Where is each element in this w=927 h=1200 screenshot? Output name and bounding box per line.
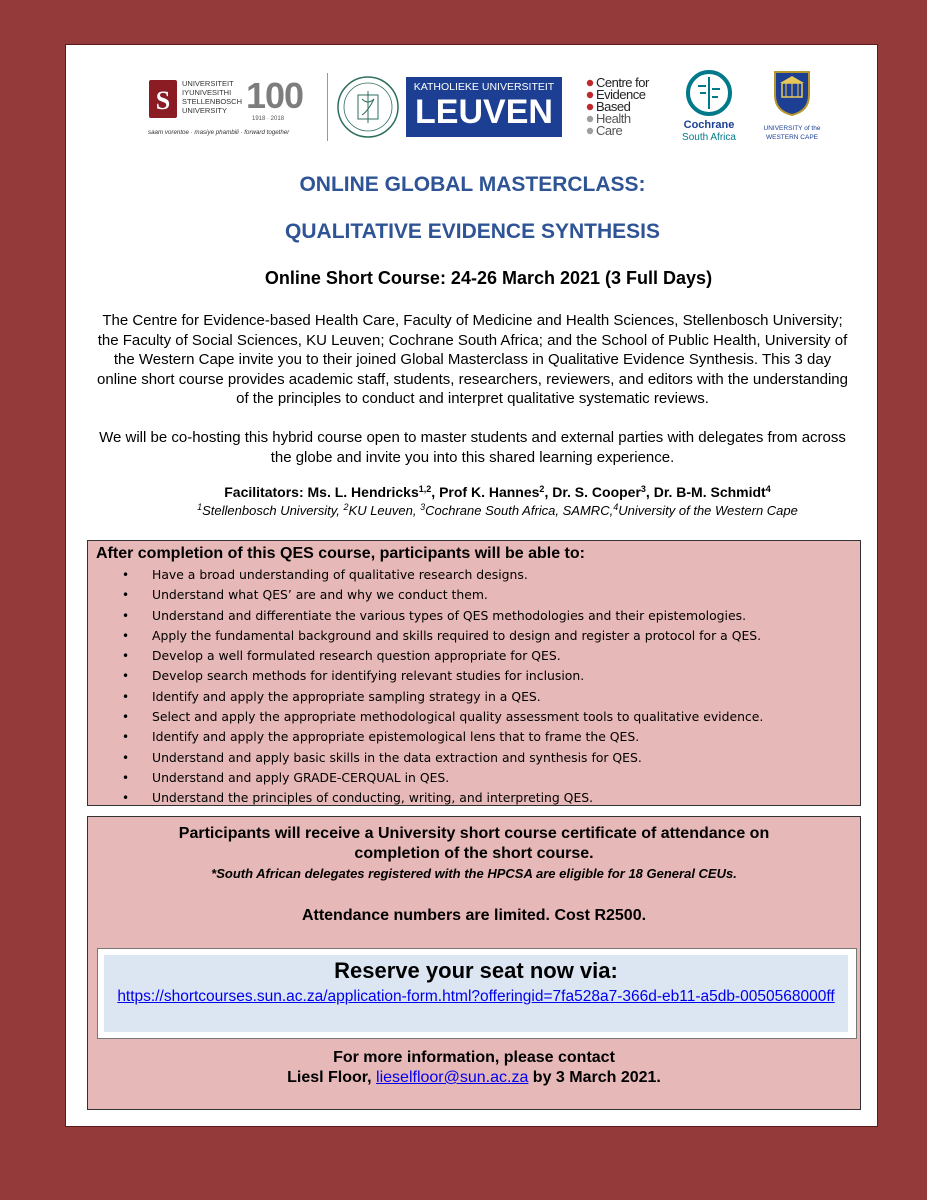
outcome-text: Develop search methods for identifying relevant studies for inclusion. — [152, 668, 585, 684]
outcome-text: Have a broad understanding of qualitative research designs. — [152, 567, 528, 582]
outcome-text: Understand and apply basic skills in the data extraction and synthesis for QES. — [152, 749, 642, 765]
cebhc-line-4: Health — [596, 111, 631, 126]
affil-3-sup: 3 — [420, 502, 426, 512]
facilitator-3: Dr. S. Cooper — [552, 484, 641, 500]
outcome-text: Understand what QES’ are and why we conduct them. — [152, 587, 488, 603]
stellenbosch-crest-icon — [148, 79, 178, 121]
facilitator-1: Ms. L. Hendricks — [307, 484, 419, 500]
outcome-text: Apply the fundamental background and skills required to design and register a protocol for a QES. — [152, 627, 762, 643]
stellenbosch-line-2: IYUNIVESITHI — [182, 88, 232, 97]
contact-info — [88, 1048, 860, 1088]
cochrane-region: South Africa — [682, 132, 736, 143]
certificate-box — [87, 816, 861, 1110]
facilitator-4: Dr. B-M. Schmidt — [653, 484, 766, 500]
bullet-icon: • — [122, 750, 130, 765]
title-line-1: ONLINE GLOBAL MASTERCLASS: — [299, 173, 646, 196]
cost-text: Attendance numbers are limited. Cost R2500. — [301, 907, 647, 924]
affil-2-sup: 2 — [343, 502, 349, 512]
list-item — [88, 707, 763, 727]
facilitators-line: Facilitators: Ms. L. Hendricks$^{1,2}$, Prof K. Hannes$^2$, Dr. S. Cooper$^3$, Dr. B-M. Schmidt$^4$ — [224, 484, 771, 500]
seal-icon — [336, 75, 400, 139]
list-item — [88, 727, 763, 747]
stellenbosch-motto: saam vorentoe · masiye phambili · forward together — [148, 129, 290, 136]
bullet-icon: • — [122, 628, 130, 643]
facilitator-2-affil: 2 — [539, 484, 545, 494]
list-item — [88, 585, 763, 605]
ceu-note: *South African delegates registered with the HPCSA are eligible for 18 General CEUs. — [211, 866, 737, 881]
certificate-text: Participants will receive a University short course certificate of attendance on completion of the short course. — [178, 825, 770, 862]
svg-text:S: S — [155, 86, 171, 115]
bullet-icon: • — [122, 608, 130, 623]
bullet-icon: • — [122, 791, 130, 806]
cebhc-line-2: Evidence — [596, 87, 646, 102]
list-item — [88, 687, 763, 707]
facilitator-1-affil: 1,2 — [418, 484, 432, 494]
centenary-years: 1918 · 2018 — [252, 116, 285, 122]
cebhc-line-1: Centre for — [596, 75, 649, 90]
leuven-main-text: LEUVEN — [415, 93, 553, 131]
affil-4: University of the Western Cape — [618, 503, 798, 518]
flyer-page — [65, 44, 878, 1127]
bullet-icon: • — [122, 689, 130, 704]
stellenbosch-line-3: STELLENBOSCH — [182, 97, 243, 106]
affil-1: Stellenbosch University, — [202, 503, 344, 518]
reserve-inner — [104, 955, 848, 1032]
cochrane-logo — [676, 69, 742, 147]
facilitator-4-affil: 4 — [765, 484, 771, 494]
affiliations-line — [66, 503, 879, 518]
list-item — [88, 666, 763, 686]
centenary-mark: 100 — [246, 75, 304, 116]
outcome-text: Understand the principles of conducting, writing, and interpreting QES. — [152, 790, 594, 806]
uwc-logo — [760, 69, 824, 147]
bullet-icon: • — [122, 710, 130, 725]
learning-outcomes-box — [87, 540, 861, 806]
facilitators-label: Facilitators: — [224, 484, 304, 500]
uwc-crest-icon — [772, 69, 812, 117]
outcome-text: Develop a well formulated research question appropriate for QES. — [152, 648, 561, 664]
list-item — [88, 748, 763, 768]
title-line-2: QUALITATIVE EVIDENCE SYNTHESIS — [285, 220, 660, 243]
list-item — [88, 646, 763, 666]
list-item — [88, 606, 763, 626]
outcome-text: Understand and differentiate the various types of QES methodologies and their epistemologies. — [152, 607, 747, 623]
bullet-icon: • — [122, 770, 130, 785]
facilitator-2: Prof K. Hannes — [439, 484, 540, 500]
contact-line-1: For more information, please contact — [333, 1049, 615, 1066]
contact-name: Liesl Floor, — [287, 1069, 377, 1086]
outcome-text: Select and apply the appropriate methodological quality assessment tools to qualitative evidence. — [152, 709, 764, 725]
stellenbosch-line-1: UNIVERSITEIT — [182, 79, 234, 88]
reserve-box — [97, 948, 857, 1039]
bullet-icon: • — [122, 669, 130, 684]
contact-deadline: by 3 March 2021. — [528, 1069, 661, 1086]
cebhc-line-3: Based — [596, 99, 631, 114]
list-item — [88, 626, 763, 646]
uwc-line-1: UNIVERSITY of the — [763, 125, 821, 132]
contact-email-link[interactable]: lieselfloor@sun.ac.za — [376, 1069, 529, 1086]
contact-line-2 — [88, 1068, 860, 1088]
cochrane-emblem-icon — [684, 69, 734, 117]
list-item — [88, 768, 763, 788]
reserve-title: Reserve your seat now via: — [334, 958, 618, 983]
outcome-text: Identify and apply the appropriate sampling strategy in a QES. — [152, 688, 541, 704]
partner-logos — [148, 67, 828, 147]
list-item — [88, 788, 763, 808]
bullet-icon: • — [122, 730, 130, 745]
list-item — [88, 565, 763, 585]
ku-leuven-logo — [406, 77, 562, 137]
stellenbosch-university-logo — [148, 75, 326, 143]
bullet-icon: • — [122, 588, 130, 603]
outcomes-title: After completion of this QES course, participants will be able to: — [96, 545, 585, 562]
cohost-paragraph: We will be co-hosting this hybrid course open to master students and external parties with delegates from across the globe and invite you into this shared learning experience. — [99, 429, 846, 466]
affil-4-sup: 4 — [613, 502, 619, 512]
uwc-line-2: WESTERN CAPE — [765, 134, 818, 141]
leuven-top-text: KATHOLIEKE UNIVERSITEIT — [413, 81, 555, 93]
faculty-seal-logo — [336, 75, 400, 139]
outcome-text: Identify and apply the appropriate epistemological lens that to frame the QES. — [152, 729, 640, 745]
facilitator-3-affil: 3 — [640, 484, 646, 494]
cebhc-dots-icon — [586, 77, 594, 141]
cochrane-name: Cochrane — [683, 119, 735, 131]
outcomes-list — [88, 565, 763, 809]
logo-divider — [327, 73, 328, 141]
intro-paragraph: The Centre for Evidence-based Health Care, Faculty of Medicine and Health Sciences, Stellenbosch University; the Faculty of Social Sciences, KU Leuven; Cochrane South Africa; and the School of Public Health, University of the Western Cape invite you to their joined Global Masterclass in Qualitative Evidence Synthesis. This 3 day online short course provides academic staff, students, researchers, reviewers, and editors with the understanding of the principles to conduct and interpret qualitative systematic reviews. — [97, 312, 848, 407]
course-subtitle: Online Short Course: 24-26 March 2021 (3 Full Days) — [264, 268, 713, 288]
outcome-text: Understand and apply GRADE-CERQUAL in QES. — [152, 769, 450, 785]
affil-2: KU Leuven, — [348, 503, 421, 518]
bullet-icon: • — [122, 568, 130, 582]
cebhc-line-5: Care — [596, 123, 623, 138]
cebhc-logo — [586, 77, 662, 141]
stellenbosch-line-4: UNIVERSITY — [182, 106, 228, 115]
bullet-icon: • — [122, 649, 130, 664]
application-form-link[interactable]: https://shortcourses.sun.ac.za/application-form.html?offeringid=7fa528a7-366d-eb11-a5db-0050568000ff — [117, 988, 835, 1005]
affil-3: Cochrane South Africa, SAMRC, — [425, 503, 614, 518]
affil-1-sup: 1 — [197, 502, 203, 512]
